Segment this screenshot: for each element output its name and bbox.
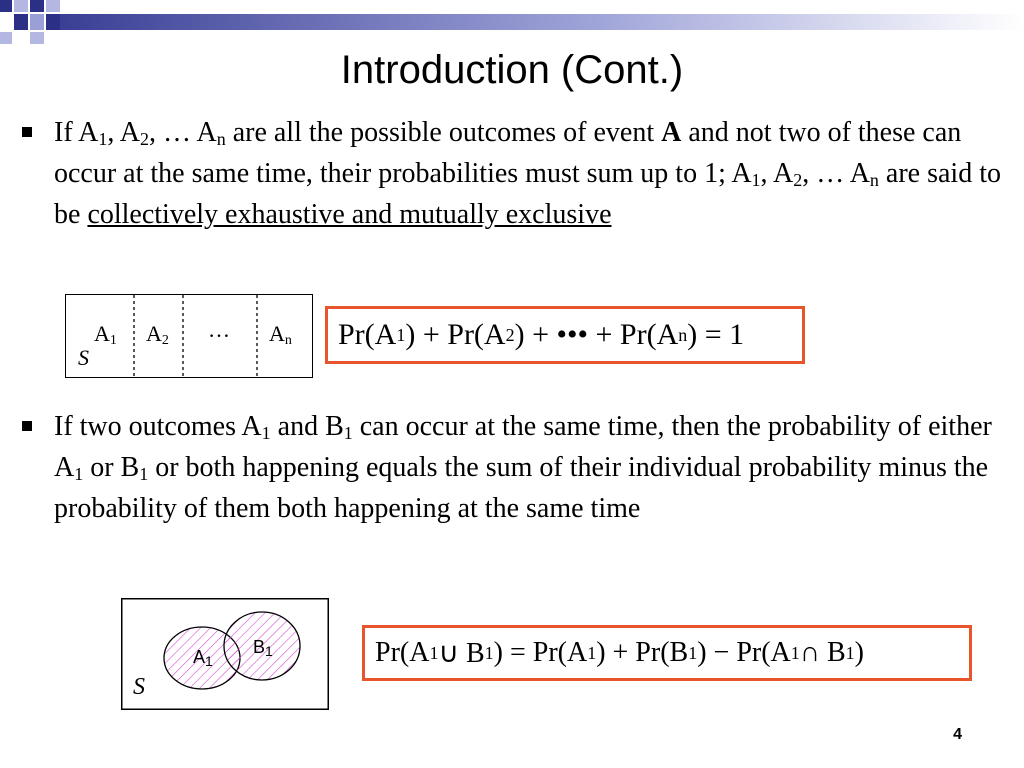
bullet-marker — [22, 421, 32, 431]
union-equation: Pr(A 1 ∪ B 1 ) = Pr(A 1 ) + Pr(B 1 ) − Pr(A 1 ∩ B 1 ) — [362, 625, 972, 681]
venn-label-b1: $B_1$ — [253, 637, 273, 659]
partition-diagram — [65, 294, 313, 378]
partition-label-a1: $A_1$ — [94, 321, 117, 348]
partition-label-an: $A_n$ — [269, 321, 292, 348]
bullet-marker — [22, 127, 32, 137]
header-decoration — [0, 0, 1024, 50]
sample-space-label: S — [78, 345, 89, 370]
venn-label-a1: $A_1$ — [193, 647, 213, 669]
sample-space-label-2: S — [133, 674, 145, 700]
partition-label-a2: $A_2$ — [146, 321, 169, 348]
slide-title: Introduction (Cont.) — [340, 48, 684, 92]
bullet-text-2: If two outcomes $A_1$ and $B_1$ can occur at the same time, then the probability of either $A_1$ or $B_1$ or both happening equals the sum of their individual probability minus the probability of them both happening at the same time — [54, 411, 992, 524]
venn-diagram — [121, 598, 329, 710]
partition-label-ellipsis: … — [208, 317, 230, 342]
sum-equation: Pr(A 1 ) + Pr(A 2 ) + ••• + Pr(A n ) = 1 — [325, 306, 805, 364]
bullet-text-1: If $A_1$, $A_2$, … $A_n$ are all the possible outcomes of event A and not two of these can occur at the same time, their probabilities must sum up to 1; $A_1$, $A_2$, … $A_n$ are said to be collectively exhaustive and mutually exclusive — [54, 117, 1001, 230]
underlined-term: collectively exhaustive and mutually exclusive — [87, 199, 612, 230]
page-number: 4 — [953, 726, 962, 743]
